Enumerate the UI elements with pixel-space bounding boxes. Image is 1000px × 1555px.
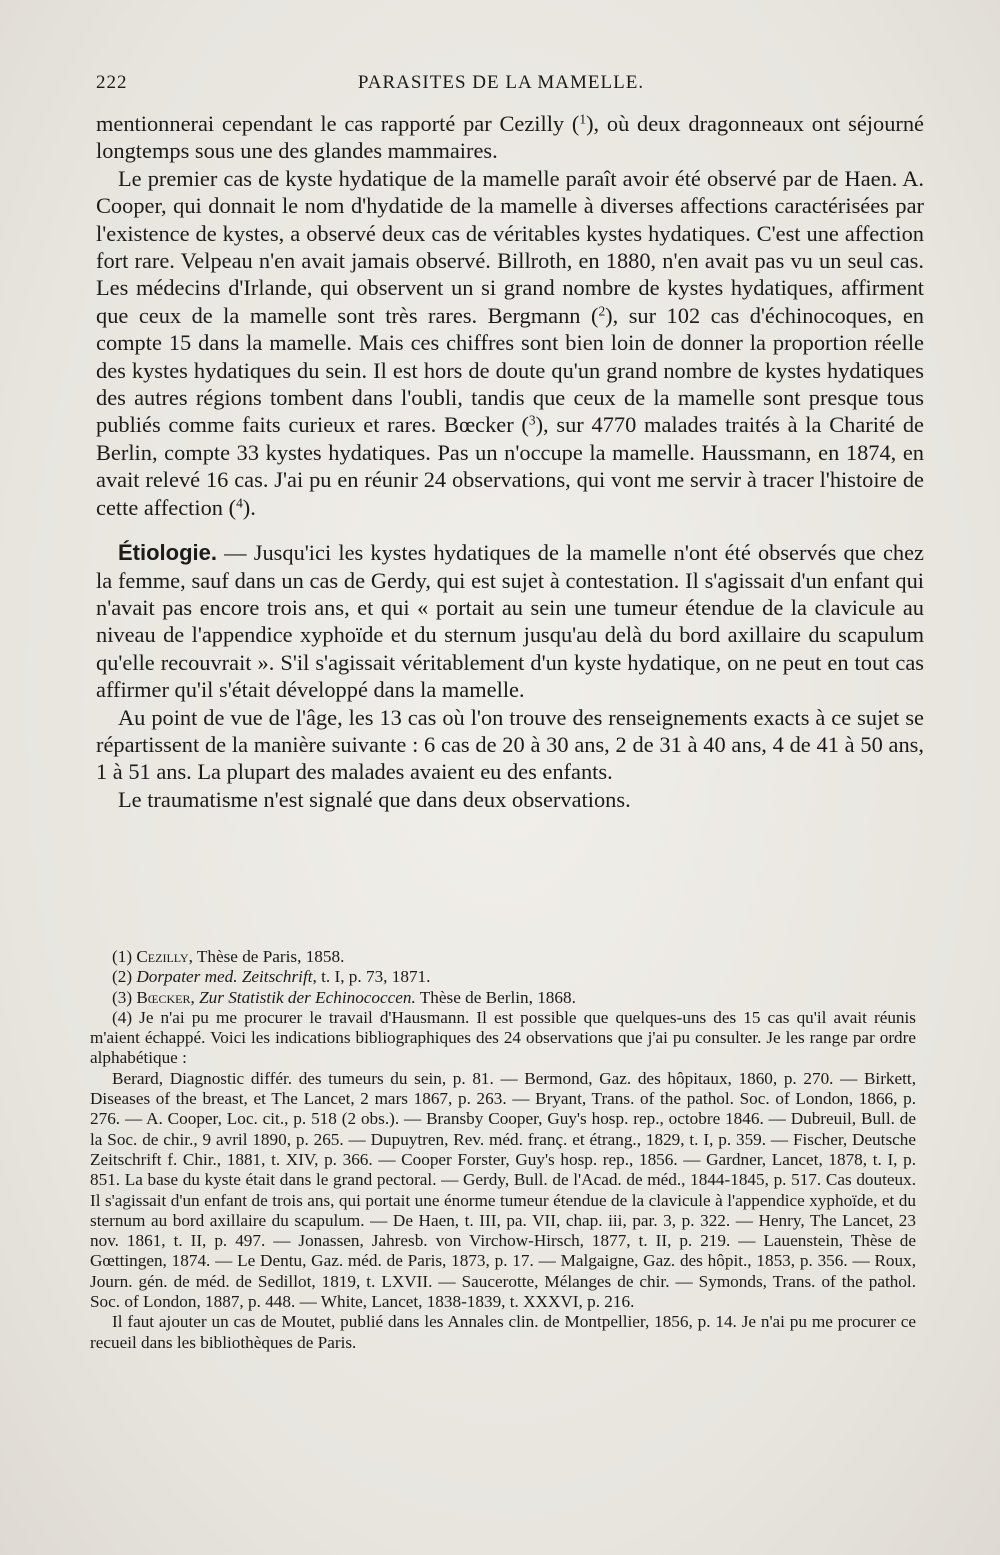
paragraph-2: Le premier cas de kyste hydatique de la mamelle paraît avoir été observé par de Haen. A. Cooper, qui donnait le nom d'hydatide de la mamelle à diverses affections caractérisées par l'existence de kystes, a observé deux cas de véritables kystes hydatiques. C'est une affection fort rare. Velpeau n'en avait jamais observé. Billroth, en 1880, n'en avait pas vu un seul cas. Les médecins d'Irlande, qui observent un si grand nombre de kystes hydatiques, affirment que ceux de la mamelle sont très rares. Bergmann ($^2$), sur 102 cas d'échinocoques, en compte 15 dans la mamelle. Mais ces chiffres sont bien loin de donner la proportion réelle des kystes hydatiques du sein. Il est hors de doute qu'un grand nombre de kystes hydatiques des autres régions tombent dans l'oubli, tandis que ceux de la mamelle sont presque tous publiés comme faits curieux et rares. Bœcker ($^3$), sur 4770 malades traités à la Charité de Berlin, compte 33 kystes hydatiques. Pas un n'occupe la mamelle. Haussmann, en 1874, en avait relevé 16 cas. J'ai pu en réunir 24 observations, qui vont me servir à tracer l'histoire de cette affection ($^4$). [96,165,925,520]
footnotes [90,947,916,1353]
footnote-4: (4) Je n'ai pu me procurer le travail d'Hausmann. Il est possible que quelques-uns des 15 cas qu'il avait réunis m'aient échappé. Voici les indications bibliographiques des 24 observations que j'ai pu consulter. Je les range par ordre alphabétique : [90,1007,916,1068]
bibliography-list: Berard, Diagnostic différ. des tumeurs du sein, p. 81. — Bermond, Gaz. des hôpitaux, 1860, p. 270. — Birkett, Diseases of the breast, et The Lancet, 2 mars 1867, p. 263. — Bryant, Trans. of the pathol. Soc. of London, 1866, p. 276. — A. Cooper, Loc. cit., p. 518 (2 obs.). — Bransby Cooper, Guy's hosp. rep., octobre 1846. — Dubreuil, Bull. de la Soc. de chir., 9 avril 1890, p. 265. — Dupuytren, Rev. méd. franç. et étrang., 1829, t. I, p. 359. — Fischer, Deutsche Zeitschrift f. Chir., 1881, t. XIV, p. 366. — Cooper Forster, Guy's hosp. rep., 1856. — Gardner, Lancet, 1878, t. I, p. 851. La base du kyste était dans le grand pectoral. — Gerdy, Bull. de l'Acad. de méd., 1844-1845, p. 517. Cas douteux. Il s'agissait d'un enfant de trois ans, qui portait une énorme tumeur étendue de la clavicule à l'appendice xyphoïde, et du sternum au bord axillaire du scapulum. — De Haen, t. III, pa. VII, chap. iii, par. 3, p. 322. — Henry, The Lancet, 23 nov. 1861, t. II, p. 497. — Jonassen, Jahresb. von Virchow-Hirsch, 1877, t. II, p. 219. — Lauenstein, Thèse de Gœttingen, 1874. — Le Dentu, Gaz. méd. de Paris, 1873, p. 17. — Malgaigne, Gaz. des hôpit., 1853, p. 356. — Roux, Journ. gén. de méd. de Sedillot, 1819, t. LXVII. — Saucerotte, Mélanges de chir. — Symonds, Trans. of the pathol. Soc. of London, 1887, p. 448. — White, Lancet, 1838-1839, t. XXXVI, p. 216. [90,1068,916,1312]
running-header [96,72,906,102]
paragraph-1: mentionnerai cependant le cas rapporté par Cezilly ($^1$), où deux dragonneaux ont séjourné longtemps sous une des glandes mammaires. [96,111,924,164]
footnote-2: (2) Dorpater med. Zeitschrift, t. I, p. 73, 1871. [112,967,431,987]
footnote-1: (1) Cezilly, Thèse de Paris, 1858. [112,947,345,966]
paragraph-traumatisme: Le traumatisme n'est signalé que dans deux observations. [118,786,631,812]
paragraph-etiologie: Étiologie. — Jusqu'ici les kystes hydatiques de la mamelle n'ont été observés que chez la femme, sauf dans un cas de Gerdy, qui est sujet à contestation. Il s'agissait d'un enfant qui n'avait pas encore trois ans, et qui « portait au sein une tumeur étendue de la clavicule au niveau de l'appendice xyphoïde et du sternum jusqu'au delà du bord axillaire du scapulum qu'elle recouvrait ». S'il s'agissait véritablement d'un kyste hydatique, on ne peut en tout cas affirmer qu'il s'était développé dans la mamelle. [96,540,924,703]
footnote-ref-3: 3 [528,413,536,429]
footnote-final: Il faut ajouter un cas de Moutet, publié dans les Annales clin. de Montpellier, 1856, p. 14. Je n'ai pu me procurer ce recueil dans les bibliothèques de Paris. [90,1312,916,1352]
running-title: PARASITES DE LA MAMELLE. [357,72,645,93]
section-heading-etiologie: Étiologie. [118,540,217,566]
paragraph-age: Au point de vue de l'âge, les 13 cas où l'on trouve des renseignements exacts à ce sujet se répartissent de la manière suivante : 6 cas de 20 à 30 ans, 2 de 31 à 40 ans, 4 de 41 à 50 ans, 1 à 51 ans. La plupart des malades avaient eu des enfants. [96,704,924,785]
main-text [96,110,924,813]
footnote-ref-2: 2 [598,303,606,319]
footnote-ref-4: 4 [236,495,243,511]
footnote-ref-1: 1 [579,111,587,127]
page-number: 222 [96,72,128,93]
footnote-3: (3) Bœcker, Zur Statistik der Echinococcen. Thèse de Berlin, 1868. [112,987,576,1007]
